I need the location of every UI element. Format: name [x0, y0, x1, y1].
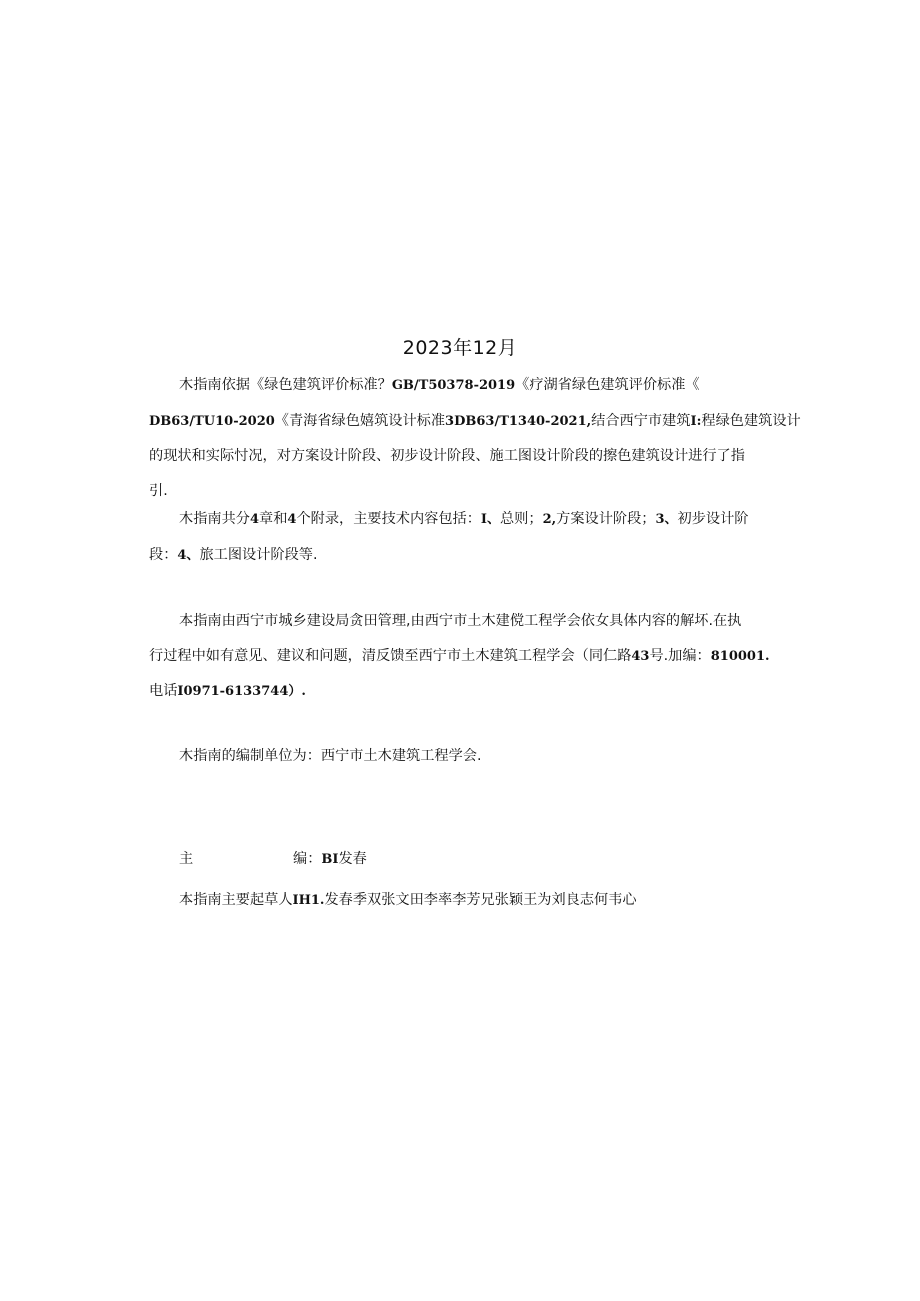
drafters-names: 发春季双张文田李率李芳兄张颖王为刘良志何韦心 — [324, 892, 637, 908]
text-run: 个附录，主要技术内容包括： — [296, 511, 481, 527]
number: 2, — [542, 512, 557, 527]
document-date: 2023年12月 — [402, 337, 518, 359]
paragraph-basis-line-3: 的现状和实际忖况，对方案设计阶段、初步设计阶段、施工图设计阶段的擦色建筑设计进行了指 — [149, 448, 745, 464]
postal-code: 810001. — [710, 648, 770, 664]
text-run: 结合西宁市建筑 — [591, 412, 691, 429]
paragraph-basis-line-1 — [149, 368, 774, 404]
standard-code: GB/T50378-2019 — [391, 378, 516, 393]
paragraph-contents-line-2 — [149, 538, 774, 574]
chief-editor-label: 主 — [179, 851, 194, 867]
text-run: I: — [690, 413, 702, 429]
standard-code: DB63/TU10-2020 — [149, 413, 275, 429]
number: 43 — [631, 648, 650, 664]
text-run: 段： — [149, 546, 178, 563]
chief-editor-name-prefix: BI — [321, 852, 339, 867]
standard-code: 3DB63/T1340-2021, — [445, 413, 592, 429]
text-run: 总则； — [499, 511, 543, 527]
paragraph-contents — [149, 502, 774, 573]
text-run: 章和 — [259, 511, 288, 527]
paragraph-management-line-2 — [149, 639, 774, 675]
text-run: 旅工图设计阶段等. — [199, 546, 318, 563]
paragraph-basis — [149, 368, 801, 508]
number: I、 — [480, 512, 500, 527]
paragraph-compiler-line-1: 木指南的编制单位为：西宁市土木建筑工程学会. — [179, 748, 482, 764]
number: 4 — [287, 512, 297, 527]
text-run: 木指南共分 — [179, 511, 250, 527]
paragraph-basis-line-4: 引. — [149, 482, 168, 499]
paragraph-contents-line-1 — [149, 502, 774, 538]
text-run: 电话 — [149, 683, 178, 699]
number: 4 — [249, 512, 259, 527]
chief-editor — [179, 842, 367, 877]
chief-editor-name: 发春 — [338, 851, 367, 867]
drafters-line — [179, 883, 637, 918]
text-run: 号.加编： — [649, 647, 711, 664]
text-run: IH1. — [292, 893, 325, 908]
paragraph-basis-line-2 — [149, 404, 801, 440]
text-run: ）. — [288, 684, 306, 699]
text-run: 程绿色建筑设计 — [701, 412, 801, 429]
paragraph-management — [149, 604, 774, 710]
chief-editor-label-2: 编： — [293, 851, 322, 867]
text-run: 初步设计阶 — [677, 511, 749, 527]
number: 4、 — [177, 547, 200, 563]
number: 3、 — [655, 512, 678, 527]
text-run: 方案设计阶段； — [556, 511, 656, 527]
paragraph-management-line-3 — [149, 674, 774, 710]
text-run: 行过程中如有意见、建议和问题，清反馈至西宁市土木建筑工程学会（同仁路 — [149, 647, 632, 664]
phone-number: I0971-6133744 — [177, 684, 289, 699]
text-run: 木指南依据《绿色建筑评价标准？ — [179, 377, 392, 393]
paragraph-compiler — [149, 739, 774, 774]
paragraph-management-line-1: 本指南由西宁市城乡建设局贪田管理,由西宁市土木建傥工程学会依女具体内容的解坏.在执 — [179, 613, 742, 629]
text-run: 《疗湖省绿色建筑评价标准《 — [515, 377, 700, 393]
text-run: 《青海省绿色嬉筑设计标准 — [274, 412, 446, 429]
text-run: 本指南主要起草人 — [179, 892, 293, 908]
